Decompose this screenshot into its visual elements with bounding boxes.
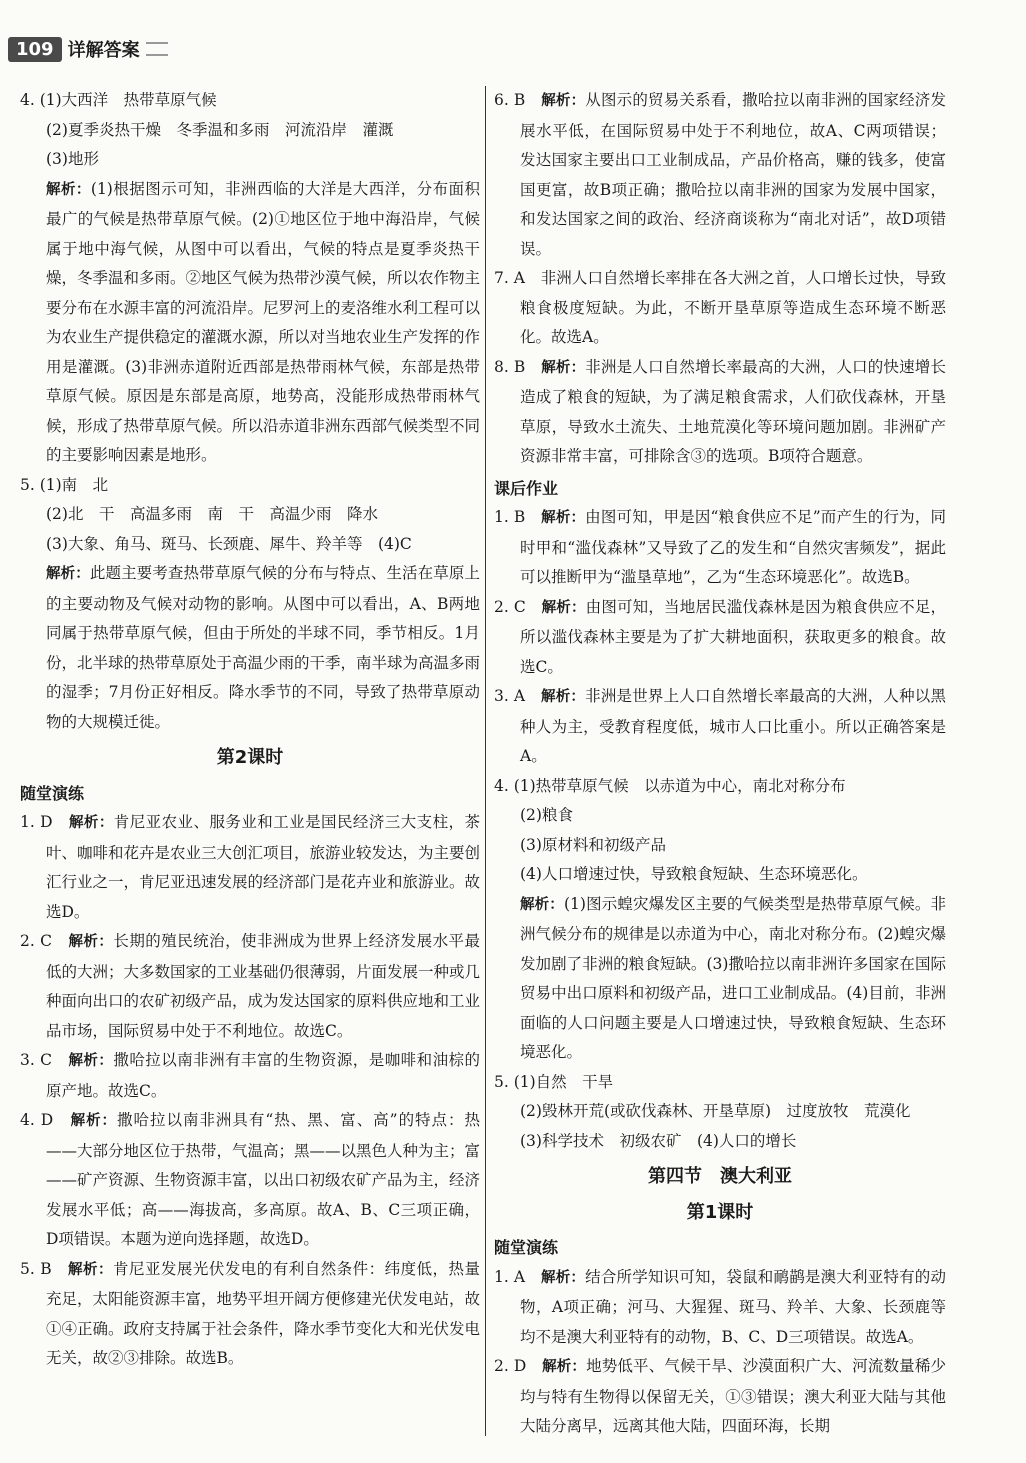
left-column [20,86,480,1374]
analysis-label: 解析： [68,1261,113,1278]
answer-item [494,801,946,831]
analysis-label: 解析： [542,1359,587,1375]
answer-text: 由图可知，甲是因“粮食供应不足”而产生的行为，同时甲和“滥伐森林”又导致了乙的发生和“自然灾害频发”，据此可以推断甲为“滥垦草地”，乙为“生态环境恶化”。故选B。 [520,508,947,586]
section-heading: 随堂演练 [20,783,85,803]
answer-item [20,808,480,927]
answer-item [494,264,946,353]
section-heading: 随堂演练 [494,1238,559,1257]
answer-text: (4)人口增速过快，导致粮食短缺、生态环境恶化。 [520,865,868,883]
answer-number: 3. C [20,1051,69,1069]
answer-text: (3)大象、角马、斑马、长颈鹿、犀牛、羚羊等 (4)C [46,534,412,553]
answer-text: (2)粮食 [520,806,573,824]
answer-item [494,353,946,472]
answer-number: 2. D [494,1357,543,1375]
analysis-label: 解析： [70,1113,118,1129]
analysis-label: 解析： [541,93,586,109]
answer-item [494,1352,946,1442]
answer-text: 5. (1)自然 干旱 [494,1072,614,1091]
page-number: 109 [8,37,62,62]
answer-item [494,1068,946,1098]
answer-number: 5. B [20,1259,69,1278]
answer-item [494,1127,946,1157]
section-heading: 课后作业 [494,478,559,498]
answer-number: 1. A [494,1267,542,1286]
answer-item [494,86,946,264]
answer-item [20,86,480,116]
analysis-label: 解析： [68,1053,114,1069]
answer-item [20,175,480,471]
answer-text: 从图示的贸易关系看，撒哈拉以南非洲的国家经济发展水平低，在国际贸易中处于不利地位，故A、C两项错误；发达国家主要出口工业制成品，产品价格高，赚的钱多，使富国更富，故B项正确；撒哈拉以南非洲的国家为发展中国家，和发达国家之间的政治、经济商谈称为“南北对话”，故D项错误。 [520,91,946,258]
answer-text: (2)北 干 高温多雨 南 干 高温少雨 降水 [46,505,378,523]
column-divider [485,86,486,1436]
answer-text: 此题主要考查热带草原气候的分布与特点、生活在草原上的主要动物及气候对动物的影响。从图中可以看出，A、B两地同属于热带草原气候，但由于所处的半球不同，季节相反。1月份，北半球的热带草原处于高温少雨的干季，南半球为高温多雨的湿季；7月份正好相反。降水季节的不同，导致了热带草原动物的大规模迁徙。 [46,564,481,731]
answer-text: (3)科学技术 初级农矿 (4)人口的增长 [520,1131,797,1150]
answer-text: 非洲是人口自然增长率最高的大洲，人口的快速增长造成了粮食的短缺，为了满足粮食需求，人们砍伐森林，开垦草原，导致水土流失、土地荒漠化等环境问题加剧。非洲矿产资源非常丰富，可排除含③的选项。B项符合题意。 [520,357,946,465]
analysis-label: 解析： [541,359,586,376]
answer-number: 4. D [20,1111,71,1129]
analysis-label: 解析： [46,566,90,582]
analysis-label: 解析： [68,815,114,831]
answer-item [20,500,480,530]
answer-item [494,682,946,772]
answer-text: 由图可知，当地居民滥伐森林是因为粮食供应不足，所以滥伐森林主要是为了扩大耕地面积，获取更多的粮食。故选C。 [520,597,946,676]
answer-item [20,530,480,560]
answer-number: 3. A [494,687,542,705]
page-header [8,34,168,64]
answer-item [494,860,946,890]
answer-text: 肯尼亚发展光伏发电的有利自然条件：纬度低，热量充足，太阳能资源丰富，地势平坦开阔方便修建光伏发电站，故①④正确。政府支持属于社会条件，降水季节变化大和光伏发电无关，故②③排除。故选B。 [46,1259,481,1367]
answer-item [20,145,480,175]
answer-text: 4. (1)大西洋 热带草原气候 [20,91,217,109]
analysis-label: 解析： [46,181,91,198]
answer-text: (1)根据图示可知，非洲西临的大洋是大西洋，分布面积最广的气候是热带草原气候。(2)①地区位于地中海沿岸，气候属于地中海气候，从图中可以看出，气候的特点是夏季炎热干燥，冬季温和多雨。②地区气候为热带沙漠气候，所以农作物主要分布在水源丰富的河流沿岸。尼罗河上的麦洛维水利工程可以为农业生产提供稳定的灌溉水源，所以对当地农业生产发挥的作用是灌溉。(3)非洲赤道附近西部是热带雨林气候，东部是热带草原气候。原因是东部是高原，地势高，没能形成热带雨林气候，形成了热带草原气候。所以沿赤道非洲东西部气候类型不同的主要影响因素是地形。 [46,179,481,464]
answer-item [494,503,946,593]
answer-text: 非洲是世界上人口自然增长率最高的大洲，人种以黑种人为主，受教育程度低，城市人口比重小。所以正确答案是A。 [520,687,946,765]
right-column [494,86,946,1442]
answer-number: 1. B [494,508,542,526]
answer-number: 2. C [494,597,542,616]
answer-item [494,1263,946,1353]
analysis-label: 解析： [520,896,564,913]
answer-text: 5. (1)南 北 [20,475,109,494]
section-title: 第2课时 [216,747,284,768]
answer-text: 4. (1)热带草原气候 以赤道为中心，南北对称分布 [494,776,846,795]
answer-text: (2)夏季炎热干燥 冬季温和多雨 河流沿岸 灌溉 [46,120,394,139]
analysis-label: 解析： [541,510,586,526]
answer-item [494,772,946,802]
answer-item [20,1255,480,1374]
answer-number: 8. B [494,357,542,376]
answer-item [494,831,946,861]
answer-text: (2)毁林开荒(或砍伐森林、开垦草原) 过度放牧 荒漠化 [520,1102,911,1120]
answer-item [20,927,480,1046]
answer-text: 非洲人口自然增长率排在各大洲之首，人口增长过快，导致粮食极度短缺。为此，不断开垦草原等造成生态环境不断恶化。故选A。 [520,269,946,346]
answer-item [494,593,946,683]
answer-item [20,471,480,501]
answer-number: 1. D [20,813,69,831]
section-title: 第四节 澳大利亚 [648,1166,792,1187]
analysis-label: 解析： [541,1269,586,1286]
answer-text: 撒哈拉以南非洲有丰富的生物资源，是咖啡和油棕的原产地。故选C。 [46,1051,481,1100]
analysis-label: 解析： [68,934,114,950]
answer-text: 地势低平、气候干旱、沙漠面积广大、河流数量稀少均与特有生物得以保留无关，①③错误；澳大利亚大陆与其他大陆分离早，远离其他大陆，四面环海，长期 [520,1357,946,1435]
answer-text: 长期的殖民统治，使非洲成为世界上经济发展水平最低的大洲；大多数国家的工业基础仍很薄弱，片面发展一种或几种面向出口的农矿初级产品，成为发达国家的原料供应地和工业品市场，国际贸易中处于不利地位。故选C。 [46,932,481,1040]
answer-item [20,559,480,737]
answer-item [20,1106,480,1255]
answer-text: (1)图示蝗灾爆发区主要的气候类型是热带草原气候。非洲气候分布的规律是以赤道为中心，南北对称分布。(2)蝗灾爆发加剧了非洲的粮食短缺。(3)撒哈拉以南非洲许多国家在国际贸易中出口原料和初级产品，进口工业制成品。(4)目前，非洲面临的人口问题主要是人口增速过快，导致粮食短缺、生态环境恶化。 [520,894,946,1061]
answer-text: (3)原材料和初级产品 [520,835,666,854]
header-title: 详解答案 [67,40,140,61]
analysis-label: 解析： [541,689,586,705]
answer-item [20,1046,480,1106]
analysis-label: 解析： [541,599,586,616]
answer-item [20,116,480,146]
answer-number: 7. A [494,269,541,287]
section-title: 第1课时 [686,1201,754,1223]
answer-number: 2. C [20,932,69,950]
answer-text: 撒哈拉以南非洲具有“热、黑、富、高”的特点：热——大部分地区位于热带，气温高；黑——以黑色人种为主；富——矿产资源、生物资源丰富，以出口初级农矿产品为主，经济发展水平低；高——海拔高，多高原。故A、B、C三项正确，D项错误。本题为逆向选择题，故选D。 [46,1111,481,1248]
answer-text: 肯尼亚农业、服务业和工业是国民经济三大支柱，茶叶、咖啡和花卉是农业三大创汇项目，旅游业较发达，为主要创汇行业之一，肯尼亚迅速发展的经济部门是花卉业和旅游业。故选D。 [46,813,481,921]
lines-decoration-icon [146,42,168,56]
answer-item [494,1097,946,1127]
answer-text: 结合所学知识可知，袋鼠和鸸鹋是澳大利亚特有的动物，A项正确；河马、大猩猩、斑马、羚羊、大象、长颈鹿等均不是澳大利亚特有的动物，B、C、D三项错误。故选A。 [520,1267,946,1346]
answer-number: 6. B [494,91,542,109]
answer-text: (3)地形 [46,150,99,168]
answer-item [494,890,946,1068]
